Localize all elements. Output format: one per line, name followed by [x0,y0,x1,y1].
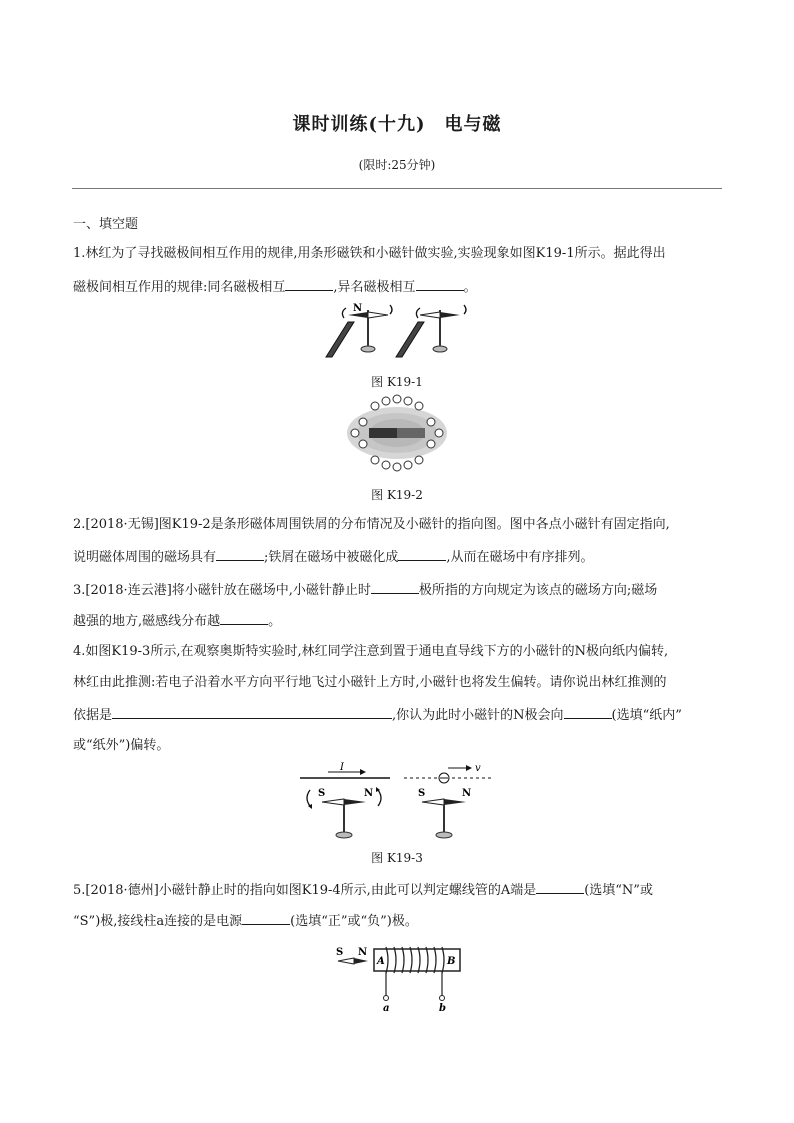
q2-line2 [73,547,594,567]
q3-blank-1[interactable] [371,580,419,594]
magnet-left [326,322,354,357]
q2-line1: 2.[2018·无锡]图K19-2是条形磁体周围铁屑的分布情况及小磁针的指向图。图中各点小磁针有固定指向, [73,517,670,532]
section-heading: 一、填空题 [73,217,139,232]
q4-text-a: 依据是 [73,708,113,723]
q4-blank-1[interactable] [112,705,392,719]
q4-line4: 或“纸外”)偏转。 [73,738,170,753]
header-divider [72,188,722,189]
figure-k19-4 [334,940,464,1014]
q1-text-b: ,异名磁极相互 [333,280,416,295]
q3-line1 [73,580,657,600]
q5-blank-2[interactable] [242,911,290,925]
current-label: I [340,762,344,773]
q1-text-c: 。 [463,280,477,295]
page-title: 课时训练(十九) 电与磁 [292,114,502,135]
q4-text-b: ,你认为此时小磁针的N极会向 [392,708,564,723]
figure-k19-2 [345,392,449,474]
fig2-caption: 图 K19-2 [371,488,423,502]
q5-line1 [73,880,653,900]
terminal-b-label: b [439,1003,446,1014]
q5-text-b: (选填“N”或 [584,883,653,898]
q4-text-c: (选填“纸内” [611,708,682,723]
fig4-a-end-label: A [377,956,385,967]
fig4-b-end-label: B [447,956,456,967]
q4-line1: 4.如图K19-3所示,在观察奥斯特实验时,林红同学注意到置于通电直导线下方的小磁针的N极向纸内偏转, [73,644,669,659]
q1-blank-1[interactable] [285,277,333,291]
needle-n-label: N [353,303,363,314]
fig3-caption: 图 K19-3 [371,851,423,865]
q2-text-b: ;铁屑在磁场中被磁化成 [264,550,399,565]
q3-text-d: 。 [268,614,282,629]
fig3-n-label-right: N [462,788,472,799]
time-limit: (限时:25分钟) [358,158,436,172]
q3-text-b: 极所指的方向规定为该点的磁场方向;磁场 [418,583,658,598]
q1-text-a: 磁极间相互作用的规律:同名磁极相互 [73,280,286,295]
fig3-s-label-left: S [318,788,326,799]
q3-text-a: 3.[2018·连云港]将小磁针放在磁场中,小磁针静止时 [73,583,371,598]
q3-text-c: 越强的地方,磁感线分布越 [73,614,221,629]
q5-blank-1[interactable] [536,880,584,894]
fig1-caption: 图 K19-1 [371,375,423,389]
figure-k19-1 [318,302,478,362]
q5-text-d: (选填“正”或“负”)极。 [290,914,418,929]
q1-line2 [73,277,477,297]
velocity-label: v [475,763,481,774]
q3-line2 [73,611,281,631]
figure-k19-3 [298,760,498,842]
q1-blank-2[interactable] [416,277,464,291]
magnet-right [396,322,424,357]
q4-line3 [73,705,682,725]
q4-line2: 林红由此推测:若电子沿着水平方向平行地飞过小磁针上方时,小磁针也将发生偏转。请你说出林红推测的 [73,675,667,690]
q2-blank-2[interactable] [398,547,446,561]
q5-text-c: “S”)极,接线柱a连接的是电源 [73,914,243,929]
fig4-n-label: N [358,947,368,958]
q1-line1: 1.林红为了寻找磁极间相互作用的规律,用条形磁铁和小磁针做实验,实验现象如图K19-1所示。据此得出 [73,246,666,261]
q3-blank-2[interactable] [220,611,268,625]
q2-text-c: ,从而在磁场中有序排列。 [446,550,594,565]
q2-blank-1[interactable] [216,547,264,561]
q5-text-a: 5.[2018·德州]小磁针静止时的指向如图K19-4所示,由此可以判定螺线管的A端是 [73,883,537,898]
terminal-a-label: a [383,1003,390,1014]
fig3-n-label-left: N [364,788,374,799]
q2-text-a: 说明磁体周围的磁场具有 [73,550,217,565]
q5-line2 [73,911,418,931]
q4-blank-2[interactable] [564,705,612,719]
fig3-s-label-right: S [418,788,426,799]
fig4-s-label: S [336,947,344,958]
